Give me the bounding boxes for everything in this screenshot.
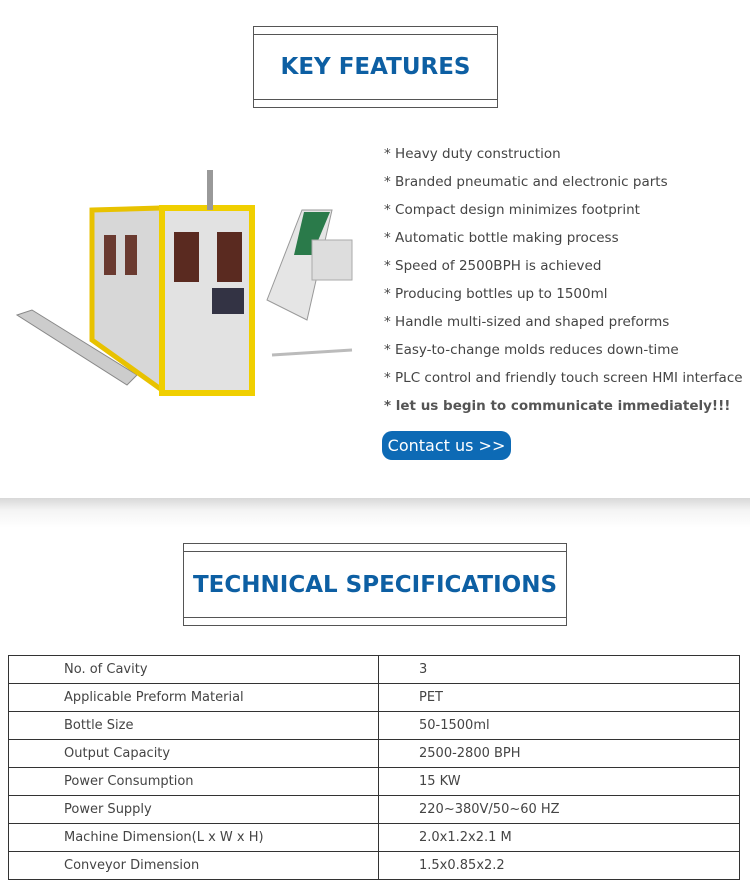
table-row (9, 852, 740, 880)
table-row (9, 824, 740, 852)
spec-label: Power Supply (9, 796, 379, 824)
spec-value: 3 (379, 656, 740, 684)
table-row (9, 712, 740, 740)
feature-item: * Branded pneumatic and electronic parts (384, 174, 668, 190)
table-row (9, 796, 740, 824)
table-row (9, 740, 740, 768)
key-features-heading (253, 26, 498, 108)
feature-item: * Compact design minimizes footprint (384, 202, 640, 218)
spec-value: 2.0x1.2x2.1 M (379, 824, 740, 852)
specs-title: TECHNICAL SPECIFICATIONS (192, 571, 558, 598)
spec-label: Machine Dimension(L x W x H) (9, 824, 379, 852)
feature-highlight: * let us begin to communicate immediately!!! (384, 398, 731, 414)
feature-item: * PLC control and friendly touch screen HMI interface (384, 370, 743, 386)
spec-label: Power Consumption (9, 768, 379, 796)
feature-item: * Speed of 2500BPH is achieved (384, 258, 602, 274)
features-list (384, 140, 743, 420)
key-features-title: KEY FEATURES (280, 54, 471, 80)
spec-label: Applicable Preform Material (9, 684, 379, 712)
spec-value: PET (379, 684, 740, 712)
feature-item: * Easy-to-change molds reduces down-time (384, 342, 679, 358)
blow-molding-machine-image (12, 140, 362, 420)
spec-label: Output Capacity (9, 740, 379, 768)
spec-label: Conveyor Dimension (9, 852, 379, 880)
spec-label: Bottle Size (9, 712, 379, 740)
feature-item: * Heavy duty construction (384, 146, 561, 162)
table-row (9, 684, 740, 712)
technical-specifications-heading (183, 543, 567, 626)
spec-value: 1.5x0.85x2.2 (379, 852, 740, 880)
feature-item: * Handle multi-sized and shaped preforms (384, 314, 670, 330)
feature-item: * Producing bottles up to 1500ml (384, 286, 608, 302)
contact-us-button[interactable]: Contact us >> (382, 431, 511, 460)
spec-label: No. of Cavity (9, 656, 379, 684)
feature-item: * Automatic bottle making process (384, 230, 619, 246)
spec-value: 50-1500ml (379, 712, 740, 740)
spec-value: 220~380V/50~60 HZ (379, 796, 740, 824)
table-row (9, 768, 740, 796)
specs-table (8, 655, 740, 880)
spec-value: 15 KW (379, 768, 740, 796)
spec-value: 2500-2800 BPH (379, 740, 740, 768)
table-row (9, 656, 740, 684)
section-divider (0, 498, 750, 528)
